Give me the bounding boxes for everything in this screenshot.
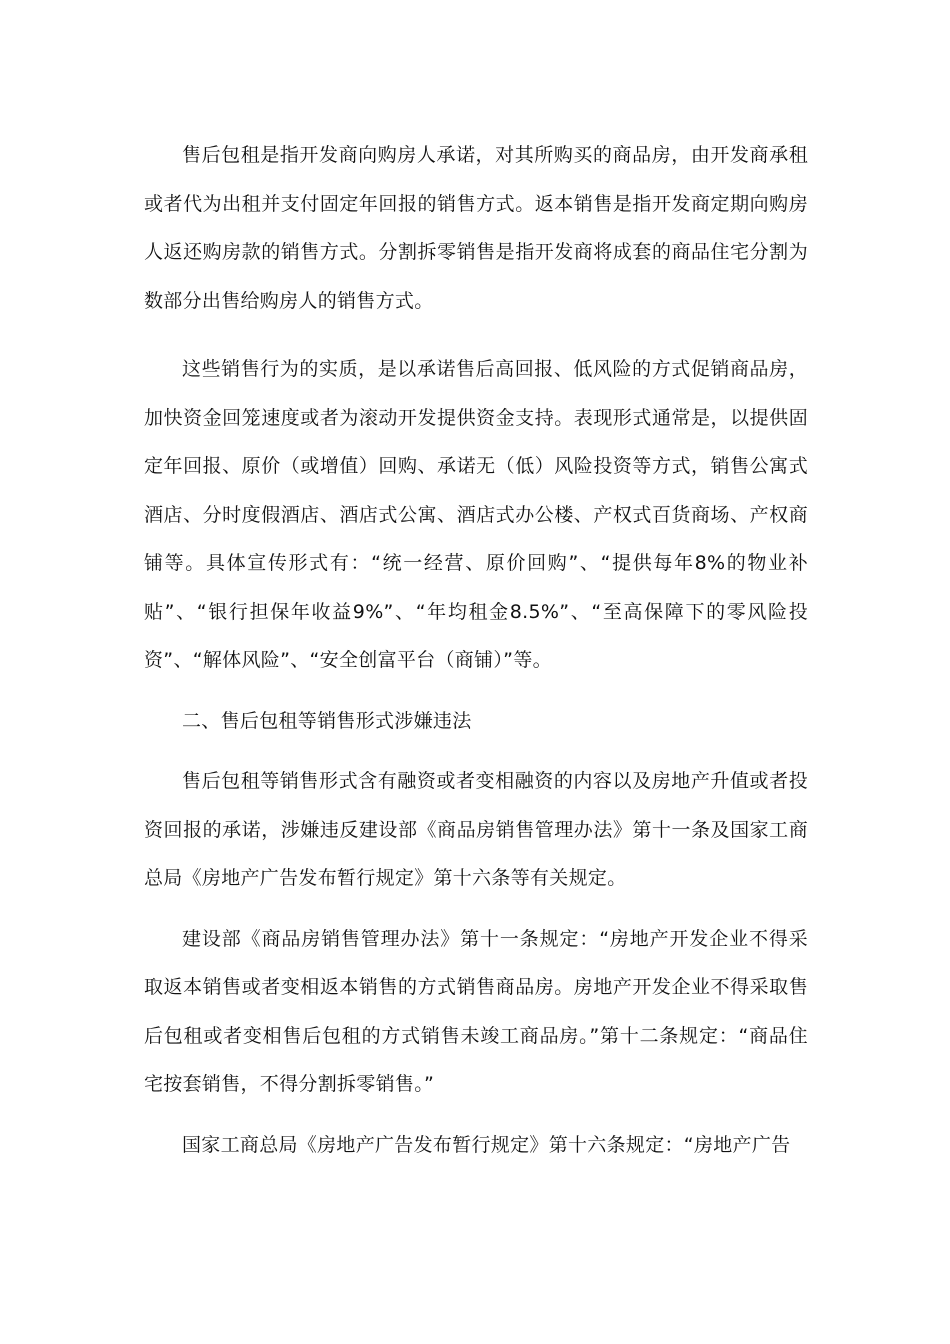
section-heading-two: 二、售后包租等销售形式涉嫌违法 (182, 709, 472, 732)
paragraph-saic-regulation: 国家工商总局《房地产广告发布暂行规定》第十六条规定：“房地产广告 (182, 1133, 791, 1156)
paragraph-sales-practice-essence: 这些销售行为的实质，是以承诺售后高回报、低风险的方式促销商品房，加快资金回笼速度或者为滚动开发提供资金支持。表现形式通常是，以提供固定年回报、原价（或增值）回购、承诺无（低）风险投资等方式，销售公寓式酒店、分时度假酒店、酒店式公寓、酒店式办公楼、产权式百货商场、产权商铺等。具体宣传形式有：“统一经营、原价回购”、“提供每年8%的物业补贴”、“银行担保年收益9%”、“年均租金8.5%”、“至高保障下的零风险投资”、“解体风险”、“安全创富平台（商铺）”等。 (144, 358, 808, 671)
document-body (144, 131, 808, 1169)
paragraph-ministry-regulation: 建设部《商品房销售管理办法》第十一条规定：“房地产开发企业不得采取返本销售或者变相返本销售的方式销售商品房。房地产开发企业不得采取售后包租或者变相售后包租的方式销售未竣工商品房。”第十二条规定：“商品住宅按套销售，不得分割拆零销售。” (144, 927, 808, 1095)
paragraph-suspected-violation: 售后包租等销售形式含有融资或者变相融资的内容以及房地产升值或者投资回报的承诺，涉嫌违反建设部《商品房销售管理办法》第十一条及国家工商总局《房地产广告发布暂行规定》第十六条等有关规定。 (144, 770, 808, 889)
paragraph-sale-leaseback-definition: 售后包租是指开发商向购房人承诺，对其所购买的商品房，由开发商承租或者代为出租并支付固定年回报的销售方式。返本销售是指开发商定期向购房人返还购房款的销售方式。分割拆零销售是指开发商将成套的商品住宅分割为数部分出售给购房人的销售方式。 (144, 144, 808, 312)
